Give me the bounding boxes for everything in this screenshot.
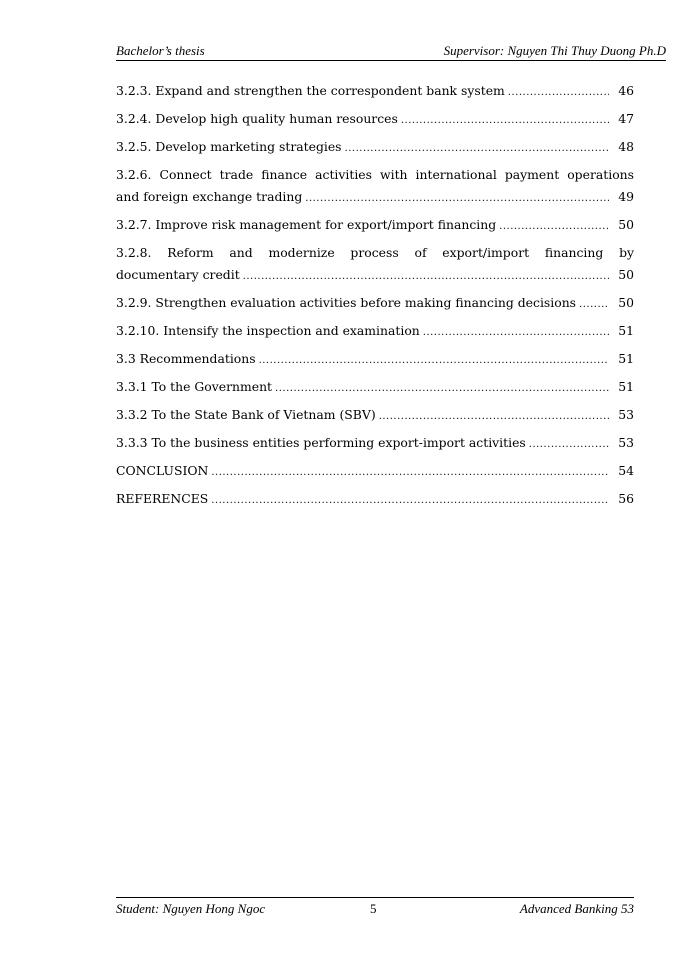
toc-entry-title: 3.2.9. Strengthen evaluation activities before making financing decisions: [116, 295, 577, 310]
toc-entry-title: 3.2.7. Improve risk management for export/import financing: [116, 217, 497, 232]
toc-page-number: 51: [618, 351, 634, 366]
toc-dot-leader: [423, 322, 609, 344]
toc-entry-3-2-9[interactable]: [116, 292, 634, 320]
toc-entry-title: 3.3.1 To the Government: [116, 379, 273, 394]
toc-entry-3-2-10[interactable]: [116, 320, 634, 348]
toc-entry-3-3[interactable]: [116, 348, 634, 376]
toc-entry-3-3-3[interactable]: [116, 432, 634, 460]
toc-entry-3-3-1[interactable]: [116, 376, 634, 404]
toc-entry-title-line2: and foreign exchange trading: [116, 189, 303, 204]
toc-entry-title: 3.2.3. Expand and strengthen the correspondent bank system: [116, 83, 505, 98]
toc-entry-conclusion[interactable]: [116, 460, 634, 488]
footer-page-number: 5: [370, 901, 377, 916]
toc-dot-leader: [401, 110, 609, 132]
toc-entry-title: REFERENCES: [116, 491, 209, 506]
toc-entry-references[interactable]: [116, 488, 634, 516]
toc-entry-title-line1: 3.2.6. Connect trade finance activities with international payment operations: [116, 167, 634, 182]
toc-dot-leader: [579, 294, 609, 316]
toc-page-number: 53: [618, 407, 634, 422]
table-of-contents: [116, 80, 634, 516]
toc-entry-title: 3.2.5. Develop marketing strategies: [116, 139, 342, 154]
toc-entry-title: 3.3.3 To the business entities performing export-import activities: [116, 435, 526, 450]
toc-dot-leader: [305, 188, 609, 210]
header-supervisor: Supervisor: Nguyen Thi Thuy Duong Ph.D: [443, 43, 666, 58]
toc-dot-leader: [243, 266, 609, 288]
toc-entry-3-3-2[interactable]: [116, 404, 634, 432]
header-thesis-label: Bachelor’s thesis: [116, 43, 205, 58]
toc-entry-3-2-5[interactable]: [116, 136, 634, 164]
toc-entry-title: 3.3.2 To the State Bank of Vietnam (SBV): [116, 407, 376, 422]
toc-entry-3-2-4[interactable]: [116, 108, 634, 136]
toc-page-number: 54: [618, 463, 634, 478]
toc-entry-title: 3.3 Recommendations: [116, 351, 256, 366]
toc-entry-title: 3.2.10. Intensify the inspection and examination: [116, 323, 420, 338]
toc-entry-3-2-7[interactable]: [116, 214, 634, 242]
toc-dot-leader: [259, 350, 609, 372]
toc-page-number: 46: [618, 83, 634, 98]
toc-page-number: 51: [618, 323, 634, 338]
toc-dot-leader: [345, 138, 609, 160]
toc-page-number: 49: [618, 189, 634, 204]
toc-page-number: 50: [618, 295, 634, 310]
toc-dot-leader: [508, 82, 609, 104]
page-footer: [116, 897, 634, 920]
toc-entry-3-2-6[interactable]: [116, 164, 634, 214]
toc-entry-title: CONCLUSION: [116, 463, 209, 478]
toc-dot-leader: [379, 406, 609, 428]
toc-dot-leader: [275, 378, 609, 400]
toc-page-number: 51: [618, 379, 634, 394]
toc-entry-title-line1: 3.2.8. Reform and modernize process of export/import financing by: [116, 245, 634, 260]
footer-student: Student: Nguyen Hong Ngoc: [116, 901, 266, 916]
toc-entry-title-line2: documentary credit: [116, 267, 240, 282]
footer-class: Advanced Banking 53: [519, 901, 634, 916]
toc-page-number: 50: [618, 267, 634, 282]
toc-page-number: 50: [618, 217, 634, 232]
toc-dot-leader: [211, 462, 609, 484]
toc-page-number: 56: [618, 491, 634, 506]
toc-dot-leader: [211, 490, 609, 512]
toc-entry-3-2-3[interactable]: [116, 80, 634, 108]
toc-page-number: 48: [618, 139, 634, 154]
toc-page-number: 53: [618, 435, 634, 450]
toc-page-number: 47: [618, 111, 634, 126]
toc-entry-title: 3.2.4. Develop high quality human resources: [116, 111, 398, 126]
toc-dot-leader: [529, 434, 609, 456]
page-header: [116, 42, 666, 61]
toc-dot-leader: [499, 216, 609, 238]
toc-entry-3-2-8[interactable]: [116, 242, 634, 292]
